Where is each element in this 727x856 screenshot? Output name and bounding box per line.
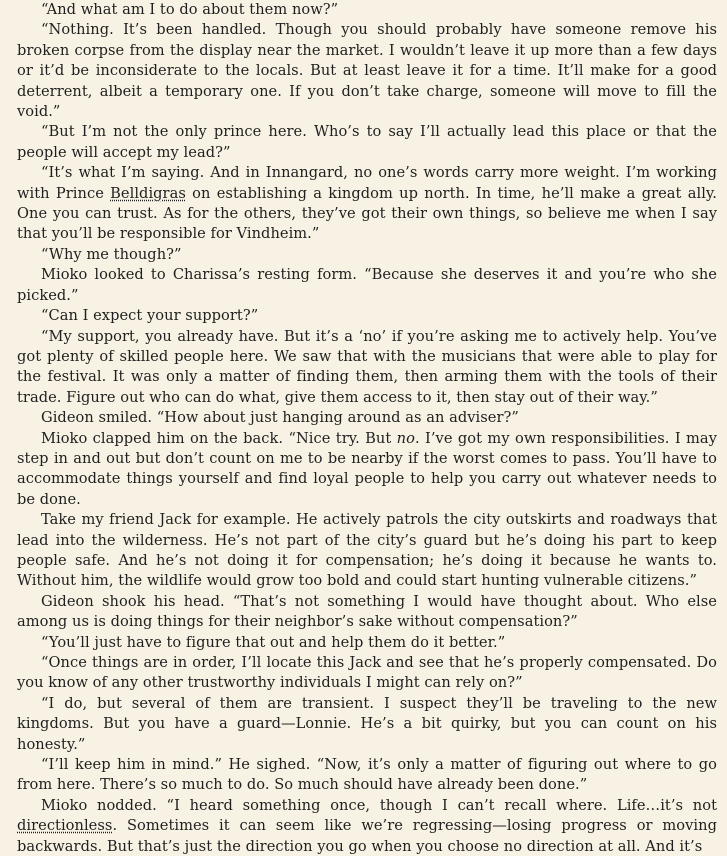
paragraph xyxy=(17,306,717,326)
paragraph xyxy=(17,755,717,796)
text-run: “Can I expect your support?” xyxy=(41,307,259,325)
paragraph xyxy=(17,694,717,755)
paragraph xyxy=(17,265,717,306)
paragraph xyxy=(17,20,717,122)
text-run: Gideon shook his head. “That’s not something I would have thought about. Who else among us is doing things for their neighbor’s sake without compensation?” xyxy=(17,592,717,631)
text-run: Take my friend Jack for example. He actively patrols the city outskirts and roadways that lead into the wilderness. He’s not part of the city’s guard but he’s doing his part to keep people safe. And he’s not doing it for compensation; he’s doing it because he wants to. Without him, the wildlife would grow too bold and could start hunting vulnerable citizens.” xyxy=(17,511,717,590)
emphasis-text: no xyxy=(396,429,415,447)
underlined-word: Belldigras xyxy=(110,184,186,202)
text-run: “And what am I to do about them now?” xyxy=(41,1,339,18)
text-run: Mioko clapped him on the back. “Nice try. But xyxy=(41,429,397,447)
paragraph xyxy=(17,653,717,694)
text-run: . Sometimes it can seem like we’re regressing—losing progress or moving backwards. But that’s just the direction you go when you choose no direction at all. And it’s xyxy=(17,817,717,855)
text-run: “I do, but several of them are transient. I suspect they’ll be traveling to the new kingdoms. But you have a guard—Lonnie. He’s a bit quirky, but you can count on his honesty.” xyxy=(17,694,717,753)
paragraph xyxy=(17,429,717,511)
paragraph xyxy=(17,245,717,265)
text-run: “You’ll just have to figure that out and help them do it better.” xyxy=(41,633,506,651)
text-run: “I’ll keep him in mind.” He sighed. “Now, it’s only a matter of figuring out where to go from here. There’s so much to do. So much should have already been done.” xyxy=(17,756,717,794)
paragraph xyxy=(17,122,717,163)
paragraph xyxy=(17,633,717,653)
underlined-word: directionless xyxy=(17,817,113,835)
paragraph xyxy=(17,592,717,633)
paragraph xyxy=(17,796,717,856)
text-run: “My support, you already have. But it’s a ‘no’ if you’re asking me to actively help. You’ve got plenty of skilled people here. We saw that with the musicians that were able to play for the festival. It was only a matter of finding them, then arming them with the tools of their trade. Figure out who can do what, give them access to it, then stay out of their way.” xyxy=(17,327,717,406)
text-run: “Once things are in order, I’ll locate this Jack and see that he’s properly compensated. Do you know of any other trustworthy individuals I might can rely on?” xyxy=(17,654,717,692)
text-run: . I’ve got my own responsibilities. I may step in and out but don’t count on me to be nearby if the worst comes to pass. You’ll have to accommodate things yourself and find loyal people to help you carry out whatever needs to be done. xyxy=(17,429,717,508)
paragraph xyxy=(17,408,717,428)
text-run: Mioko looked to Charissa’s resting form. “Because she deserves it and you’re who she picked.” xyxy=(17,266,717,304)
text-run: on establishing a kingdom up north. In time, he’ll make a great ally. One you can trust. As for the others, they’ve got their own things, so believe me when I say that you’ll be responsible for Vindheim.” xyxy=(17,184,717,243)
paragraph xyxy=(17,0,717,20)
text-run: “But I’m not the only prince here. Who’s to say I’ll actually lead this place or that the people will accept my lead?” xyxy=(17,123,717,161)
text-run: Gideon smiled. “How about just hanging around as an adviser?” xyxy=(41,409,519,427)
paragraph xyxy=(17,163,717,245)
text-run: “Why me though?” xyxy=(41,245,182,263)
paragraph xyxy=(17,327,717,409)
text-run: Mioko nodded. “I heard something once, though I can’t recall where. Life…it’s not xyxy=(41,796,717,814)
text-run: “Nothing. It’s been handled. Though you should probably have someone remove his broken corpse from the display near the market. I wouldn’t leave it up more than a few days or it’d be inconsiderate to the locals. But at least leave it for a time. It’ll make for a good deterrent, albeit a temporary one. If you don’t take charge, someone will move to fill the void.” xyxy=(17,21,717,121)
paragraph xyxy=(17,510,717,592)
text-run: “It’s what I’m saying. And in Innangard, no one’s words carry more weight. I’m working with Prince xyxy=(17,164,717,202)
